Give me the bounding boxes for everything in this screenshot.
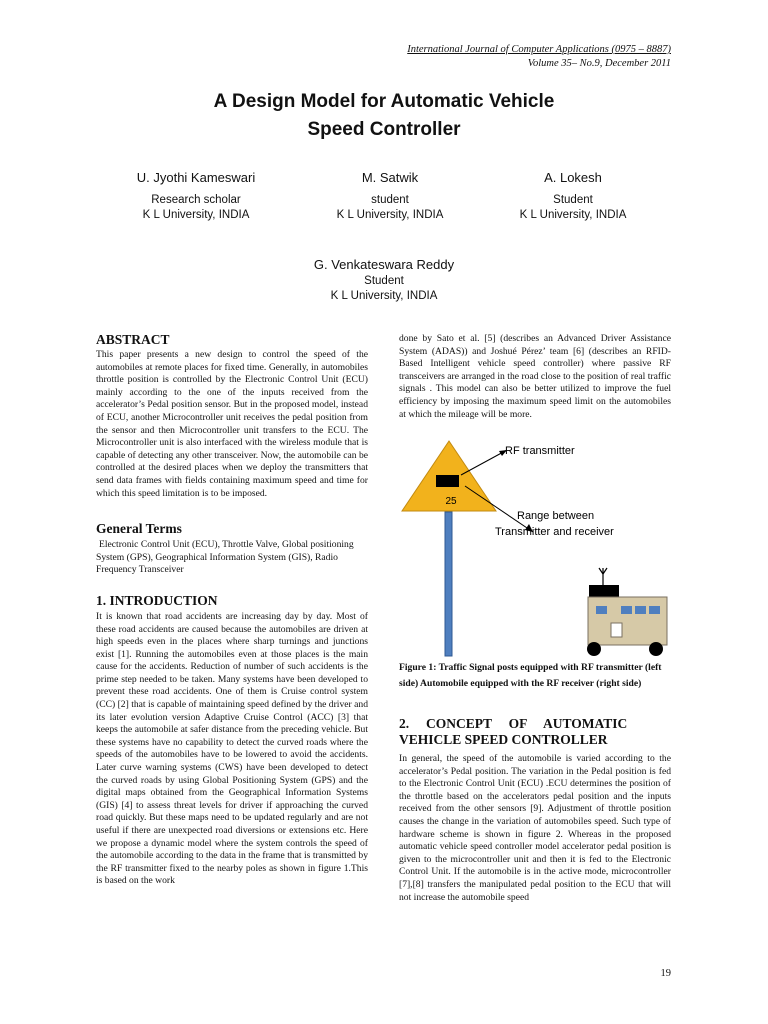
author-affiliation: K L University, INDIA bbox=[519, 209, 627, 221]
rf-transmitter-label: RF transmitter bbox=[505, 445, 575, 457]
paper-title bbox=[0, 88, 768, 144]
section-2-heading-line-1: 2. CONCEPT OF AUTOMATIC bbox=[399, 716, 628, 731]
author-1 bbox=[106, 169, 286, 223]
section-2-text: In general, the speed of the automobile is varied according to the accelerator’s Pedal position. The variation in the Pedal position is fed to the Electronic Control Unit (ECU) .ECU determines the position of the throttle based on the accelerators pedal position and the inputs received from the other sensors [9]. Adjustment of throttle position causes the change in the variation of automobiles speed. Such type of hardware scheme is shown in figure 2. Whereas in the proposed automatic vehicle speed controller model accelerator pedal position is given to the microcontroller unit and then it is fed to the Electronic Control Unit. If the automobile is in the active mode, microcontroller [7],[8] transfers the manipulated pedal position to the ECU that will not increase the automobile speed bbox=[399, 753, 671, 903]
introduction-text: It is known that road accidents are increasing day by day. Most of these road accidents are caused because the automobiles are driven at high speeds even in the places where sharp turnings and junctions exist [1]. Running the automobiles even at those places is the main cause for the accidents. Reduction of number of such accidents is the prime step needed to be taken. Many systems have been developed to prevent these road accidents. One of them is Cruise control system (CC) [2] that is capable of maintaining speed defined by the driver and its later evolution version Adaptive Cruise Control (ACC) [3] that keeps the automobile at safer distance from the preceding vehicle. But these systems have no capability to detect the curved roads where the speeds of the automobiles have to be lowered to avoid the accidents. Later curve warning systems (CWS) have been developed to detect the curved roads by using Global Positioning System (GPS) and the digital maps obtained from the Geographical Information Systems (GIS) [4] to assess threat levels for driver if approaching the curved road quickly. But these maps need to be updated regularly and are not useful if there are unexpected road diversions or extensions etc. Here we propose a dynamic model where the system controls the speed of the automobile according to the data in the frame that is transmitted by the RF transmitter fixed to the nearby poles as shown in figure 1.This is based on the work bbox=[96, 610, 368, 887]
author-2 bbox=[300, 169, 480, 223]
author-affiliation: K L University, INDIA bbox=[330, 290, 438, 302]
bus-wheel-rear bbox=[649, 642, 663, 656]
range-label-2: Transmitter and receiver bbox=[495, 526, 614, 538]
author-name: G. Venkateswara Reddy bbox=[313, 257, 455, 272]
automobile-body bbox=[588, 597, 667, 645]
title-line-1: A Design Model for Automatic Vehicle bbox=[213, 91, 555, 112]
bus-window bbox=[635, 606, 646, 614]
rf-transmitter-box bbox=[436, 475, 459, 487]
bus-window bbox=[621, 606, 632, 614]
author-3 bbox=[483, 169, 663, 223]
figure-1 bbox=[399, 438, 671, 658]
general-terms-text: Electronic Control Unit (ECU), Throttle Valve, Global positioning System (GPS), Geographical Information System (GIS), Radio Frequency Transceiver bbox=[96, 539, 354, 576]
figure-1-caption: Figure 1: Traffic Signal posts equipped with RF transmitter (left side) Automobile equipped with the RF receiver (right side) bbox=[399, 662, 662, 689]
sign-pole bbox=[445, 512, 452, 656]
author-role: student bbox=[371, 194, 409, 206]
range-label-1: Range between bbox=[517, 510, 595, 522]
title-line-2: Speed Controller bbox=[307, 119, 461, 140]
general-terms-heading: General Terms bbox=[96, 521, 182, 537]
right-column-top bbox=[399, 333, 671, 421]
bus-window bbox=[649, 606, 660, 614]
author-name: U. Jyothi Kameswari bbox=[136, 170, 256, 185]
introduction-heading: 1. INTRODUCTION bbox=[96, 592, 218, 608]
author-role: Research scholar bbox=[151, 194, 241, 206]
author-affiliation: K L University, INDIA bbox=[336, 209, 444, 221]
author-role: Student bbox=[553, 194, 593, 206]
journal-name: International Journal of Computer Applications (0975 – 8887) bbox=[407, 44, 671, 55]
journal-volume: Volume 35– No.9, December 2011 bbox=[527, 58, 671, 69]
continued-text: done by Sato et al. [5] (describes an Advanced Driver Assistance System (ADAS)) and Joshué Pérez’ team [6] (describes an RFID-Based Intelligent vehicle speed controller) where passive RF transceivers are arranged in the road close to the position of real traffic signals . This model can also be better utilized to improve the fuel efficiency by imposing the maximum speed limit on the automobiles at which the mileage will be more. bbox=[399, 333, 671, 420]
sign-number: 25 bbox=[445, 496, 457, 507]
figure-1-illustration bbox=[399, 438, 671, 658]
bus-door bbox=[611, 623, 622, 637]
section-2-heading-line-2: VEHICLE SPEED CONTROLLER bbox=[399, 732, 608, 747]
right-column-section-2 bbox=[399, 716, 671, 904]
page-number: 19 bbox=[660, 968, 671, 979]
abstract-text: This paper presents a new design to control the speed of the automobiles at remote places for fixed time. Generally, in automobiles throttle position is controlled by the Electronic Control Unit (ECU) mainly according to the one of the inputs received from the accelerator’s Pedal position sensor. But in the proposed model, instead of ECU, another Microcontroller unit receives the pedal position from the sensor and then Microcontroller unit transfers to the ECU. The Microcontroller unit is also interfaced with the wireless module that is capable of detecting any other transceiver. Now, the automobile can be controlled at the desired places when we deploy the transmitters that send data frames with fields containing maximum speed and time for which this speed limitation is to be imposed. bbox=[96, 349, 368, 499]
bus-window bbox=[596, 606, 607, 614]
left-column bbox=[96, 332, 368, 888]
rf-arrow bbox=[461, 450, 507, 475]
author-affiliation: K L University, INDIA bbox=[142, 209, 250, 221]
rf-receiver-box bbox=[589, 585, 619, 597]
author-4 bbox=[274, 256, 494, 304]
journal-header bbox=[407, 43, 671, 71]
author-name: A. Lokesh bbox=[544, 170, 602, 185]
abstract-heading: ABSTRACT bbox=[96, 332, 170, 347]
author-role: Student bbox=[364, 275, 404, 287]
bus-wheel-front bbox=[587, 642, 601, 656]
author-name: M. Satwik bbox=[361, 170, 419, 185]
